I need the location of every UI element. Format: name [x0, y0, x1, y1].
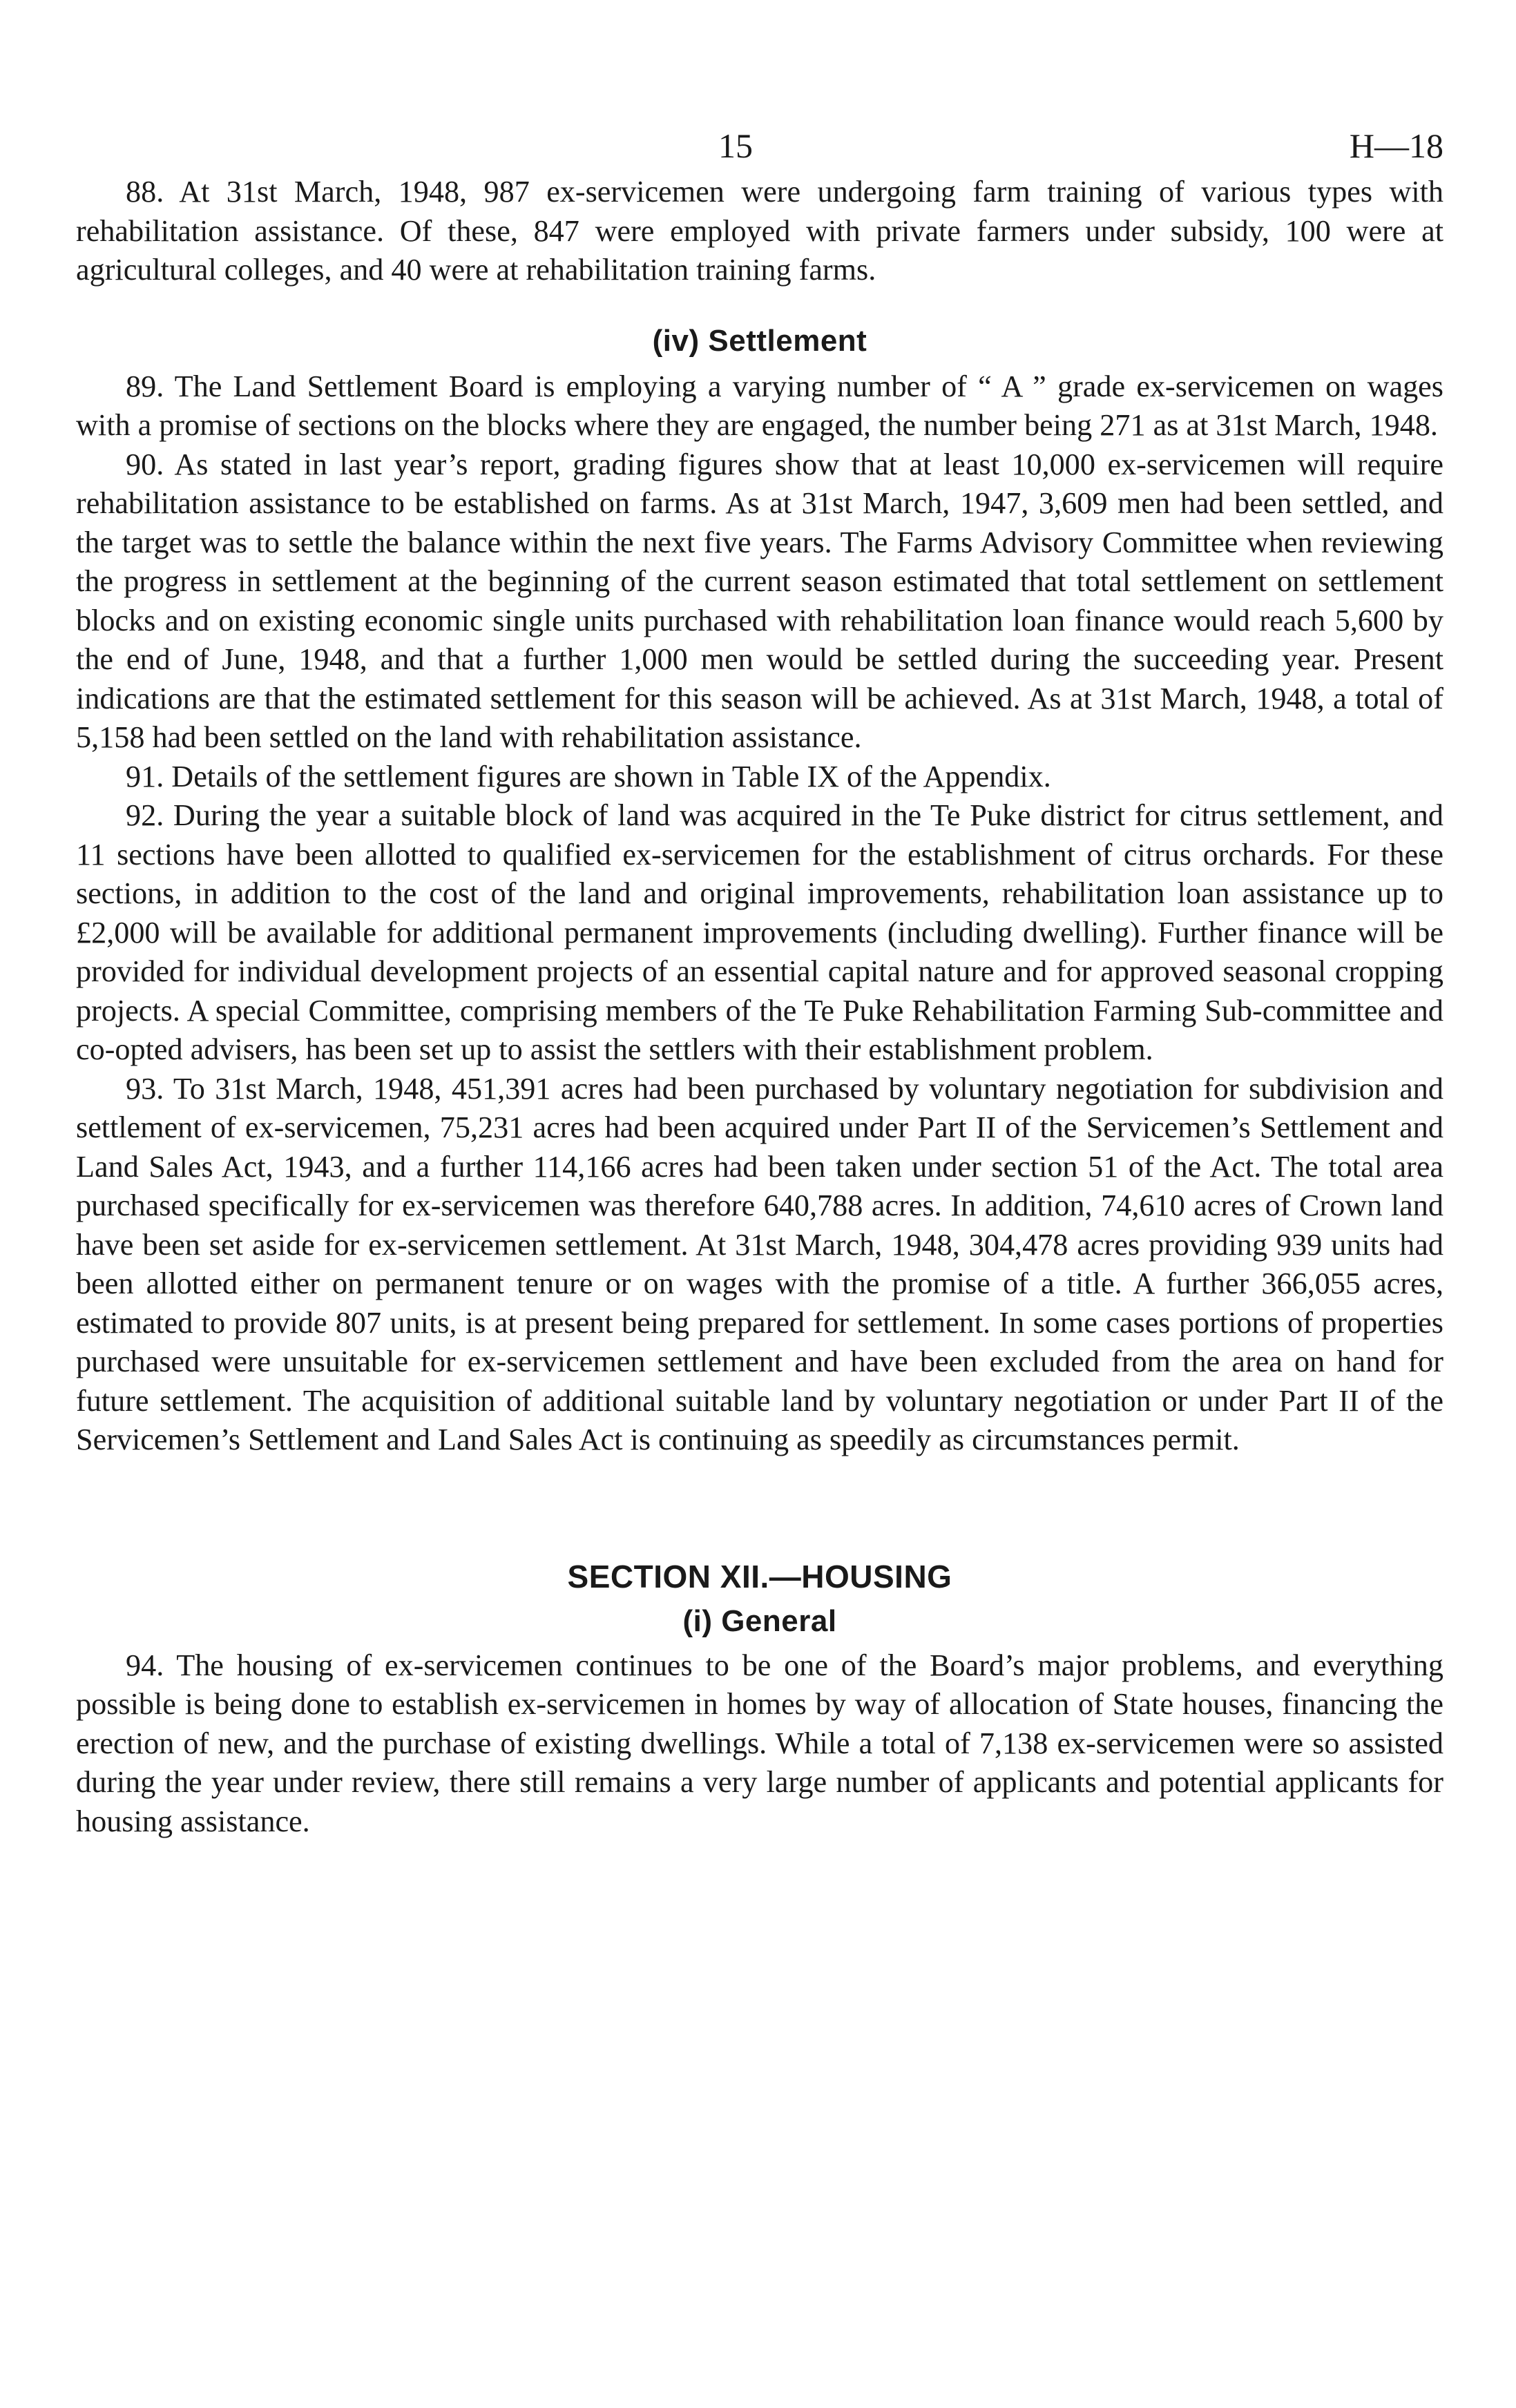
paragraph-93: 93. To 31st March, 1948, 451,391 acres had been purchased by voluntary negotiation for subdivision and settlement of ex-servicemen, 75,231 acres had been acquired under Part II of the Servicemen’s Settlement and Land Sales Act, 1943, and a further 114,166 acres had been taken under section 51 of the Act. The total area purchased specifically for ex-servicemen was therefore 640,788 acres. In addition, 74,610 acres of Crown land have been set aside for ex-servicemen settlement. At 31st March, 1948, 304,478 acres providing 939 units had been allotted either on permanent tenure or on wages with the promise of a title. A further 366,055 acres, estimated to provide 807 units, is at present being prepared for settlement. In some cases portions of properties purchased were unsuitable for ex-servicemen settlement and have been excluded from the area on hand for future settlement. The acquisition of additional suitable land by voluntary negotiation or under Part II of the Servicemen’s Settlement and Land Sales Act is continuing as speedily as circumstances permit. [76, 1071, 1443, 1456]
heading-general: (i) General [682, 1603, 837, 1638]
document-page [76, 104, 1443, 1841]
document-reference: H—18 [1349, 126, 1443, 165]
heading-settlement: (iv) Settlement [652, 323, 867, 358]
paragraph-92: 92. During the year a suitable block of land was acquired in the Te Puke district for citrus settlement, and 11 sections have been allotted to qualified ex-servicemen for the establishment of citrus orchards. For these sections, in addition to the cost of the land and original improvements, rehabilitation loan assistance up to £2,000 will be available for additional permanent improvements (including dwelling). Further finance will be provided for individual development projects of an essential capital nature and for approved seasonal cropping projects. A special Committee, comprising members of the Te Puke Rehabilitation Farming Sub-committee and co-opted advisers, has been set up to assist the settlers with their establishment problem. [76, 798, 1443, 1066]
paragraph-90: 90. As stated in last year’s report, grading figures show that at least 10,000 ex-servicemen will require rehabilitation assistance to be established on farms. As at 31st March, 1947, 3,609 men had been settled, and the target was to settle the balance within the next five years. The Farms Advisory Committee when reviewing the progress in settlement at the beginning of the current season estimated that total settlement on settlement blocks and on existing economic single units purchased with rehabilitation loan finance would reach 5,600 by the end of June, 1948, and that a further 1,000 men would be settled during the succeeding year. Present indications are that the estimated settlement for this season will be achieved. As at 31st March, 1948, a total of 5,158 had been settled on the land with rehabilitation assistance. [76, 447, 1443, 754]
paragraph-89: 89. The Land Settlement Board is employing a varying number of “ A ” grade ex-servicemen on wages with a promise of sections on the blocks where they are engaged, the number being 271 as at 31st March, 1948. [76, 369, 1443, 442]
paragraph-88: 88. At 31st March, 1948, 987 ex-servicemen were undergoing farm training of various types with rehabilitation assistance. Of these, 847 were employed with private farmers under subsidy, 100 were at agricultural colleges, and 40 were at rehabilitation training farms. [76, 175, 1443, 287]
page-number: 15 [718, 126, 753, 165]
page-header [76, 104, 1443, 173]
paragraph-94: 94. The housing of ex-servicemen continues to be one of the Board’s major problems, and everything possible is being done to establish ex-servicemen in homes by way of allocation of State houses, financing the erection of new, and the purchase of existing dwellings. While a total of 7,138 ex-servicemen were so assisted during the year under review, there still remains a very large number of applicants and potential applicants for housing assistance. [76, 1648, 1443, 1838]
paragraph-91: 91. Details of the settlement figures are shown in Table IX of the Appendix. [126, 759, 1051, 793]
heading-section-xii-housing: SECTION XII.—HOUSING [567, 1558, 952, 1595]
